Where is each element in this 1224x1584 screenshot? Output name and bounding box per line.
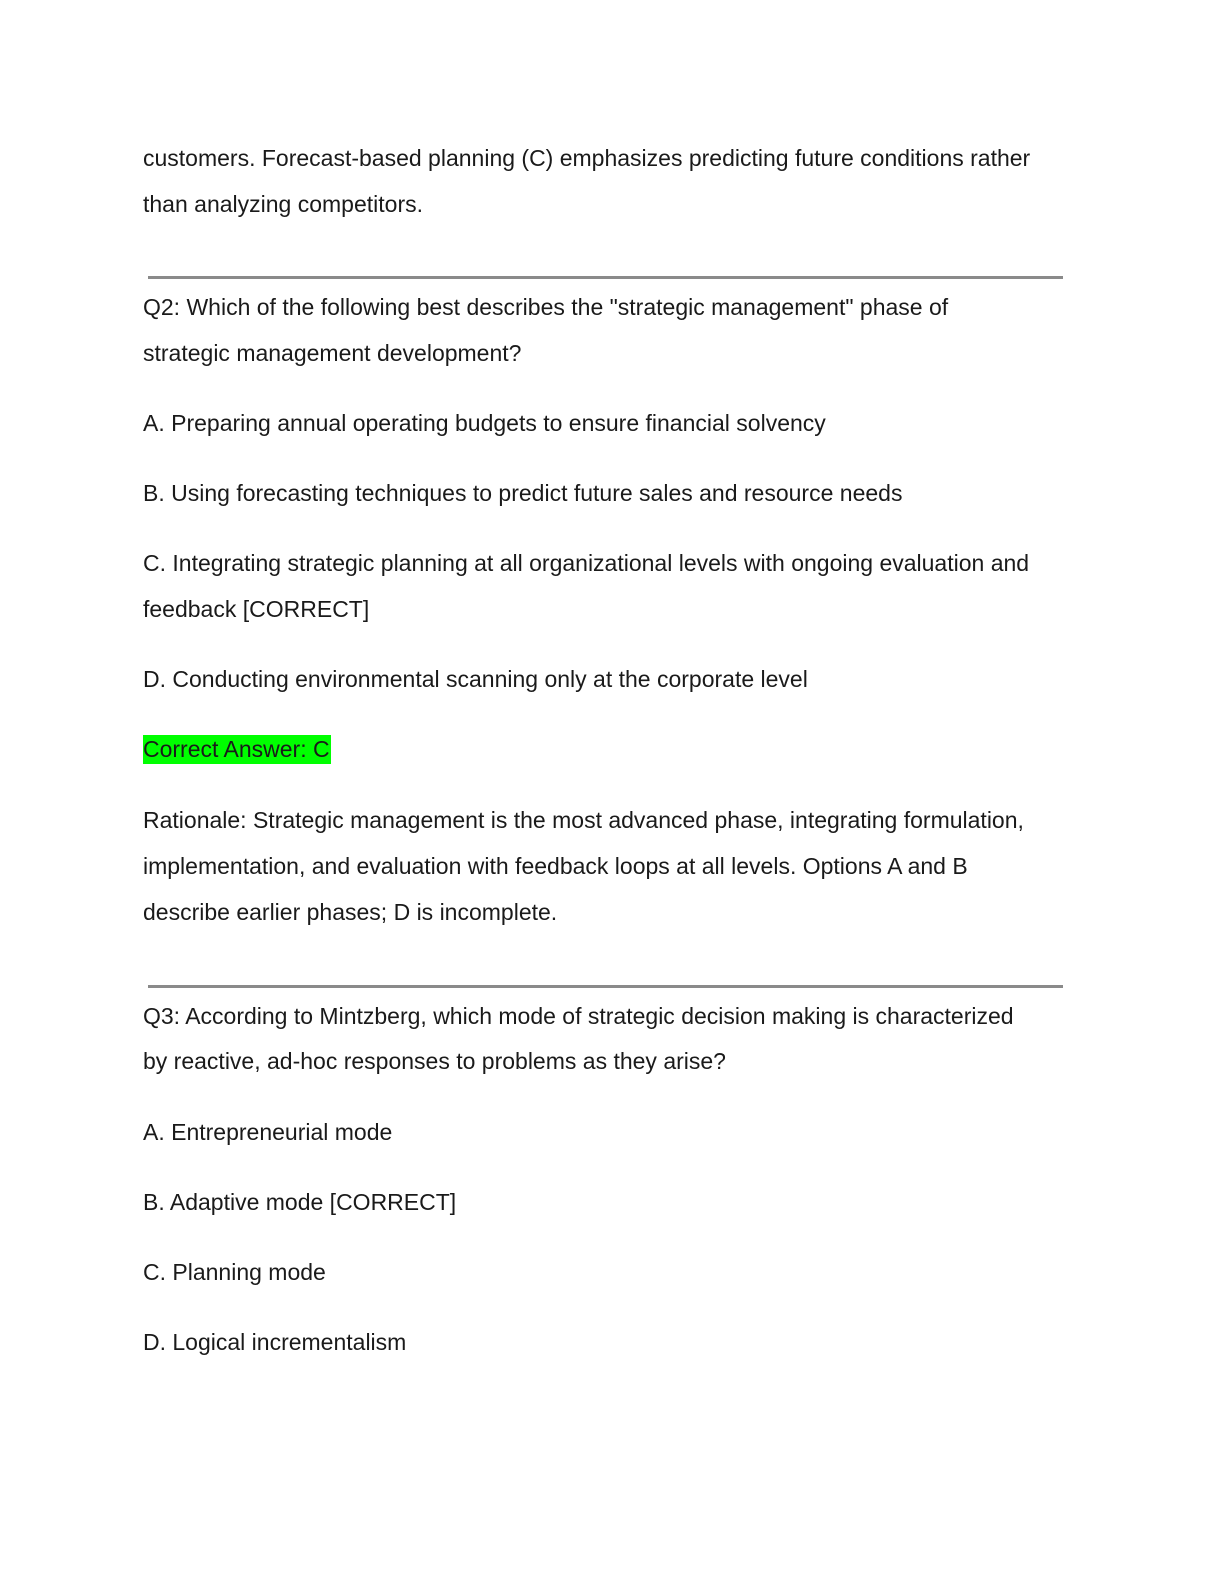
q2-option-d: D. Conducting environmental scanning only at the corporate level — [143, 666, 808, 692]
q3-option-a: A. Entrepreneurial mode — [143, 1119, 393, 1145]
q3-option-c: C. Planning mode — [143, 1259, 326, 1285]
q2-option-a: A. Preparing annual operating budgets to ensure financial solvency — [143, 410, 826, 436]
section-divider — [148, 276, 1063, 279]
q2-correct-answer-line — [143, 735, 331, 763]
section-divider — [148, 985, 1063, 988]
prev-rationale-line-2: than analyzing competitors. — [143, 191, 423, 217]
q3-option-d: D. Logical incrementalism — [143, 1329, 407, 1355]
q3-question-line-1: Q3: According to Mintzberg, which mode of strategic decision making is characterized — [143, 1003, 1014, 1029]
q2-question-line-1: Q2: Which of the following best describes the "strategic management" phase of — [143, 294, 949, 320]
q2-option-c-line-1: C. Integrating strategic planning at all organizational levels with ongoing evaluation and — [143, 550, 1030, 576]
q2-rationale-line-3: describe earlier phases; D is incomplete. — [143, 899, 558, 925]
q2-rationale-line-1: Rationale: Strategic management is the most advanced phase, integrating formulation, — [143, 807, 1024, 833]
q3-question-line-2: by reactive, ad-hoc responses to problems as they arise? — [143, 1048, 726, 1074]
q3-option-b: B. Adaptive mode [CORRECT] — [143, 1189, 457, 1215]
q2-option-b: B. Using forecasting techniques to predict future sales and resource needs — [143, 480, 903, 506]
q2-correct-answer-highlight: Correct Answer: C — [143, 736, 330, 762]
prev-rationale-line-1: customers. Forecast-based planning (C) emphasizes predicting future conditions rather — [143, 145, 1031, 171]
q2-question-line-2: strategic management development? — [143, 340, 522, 366]
q2-rationale-line-2: implementation, and evaluation with feedback loops at all levels. Options A and B — [143, 853, 968, 879]
q2-option-c-line-2: feedback [CORRECT] — [143, 596, 370, 622]
